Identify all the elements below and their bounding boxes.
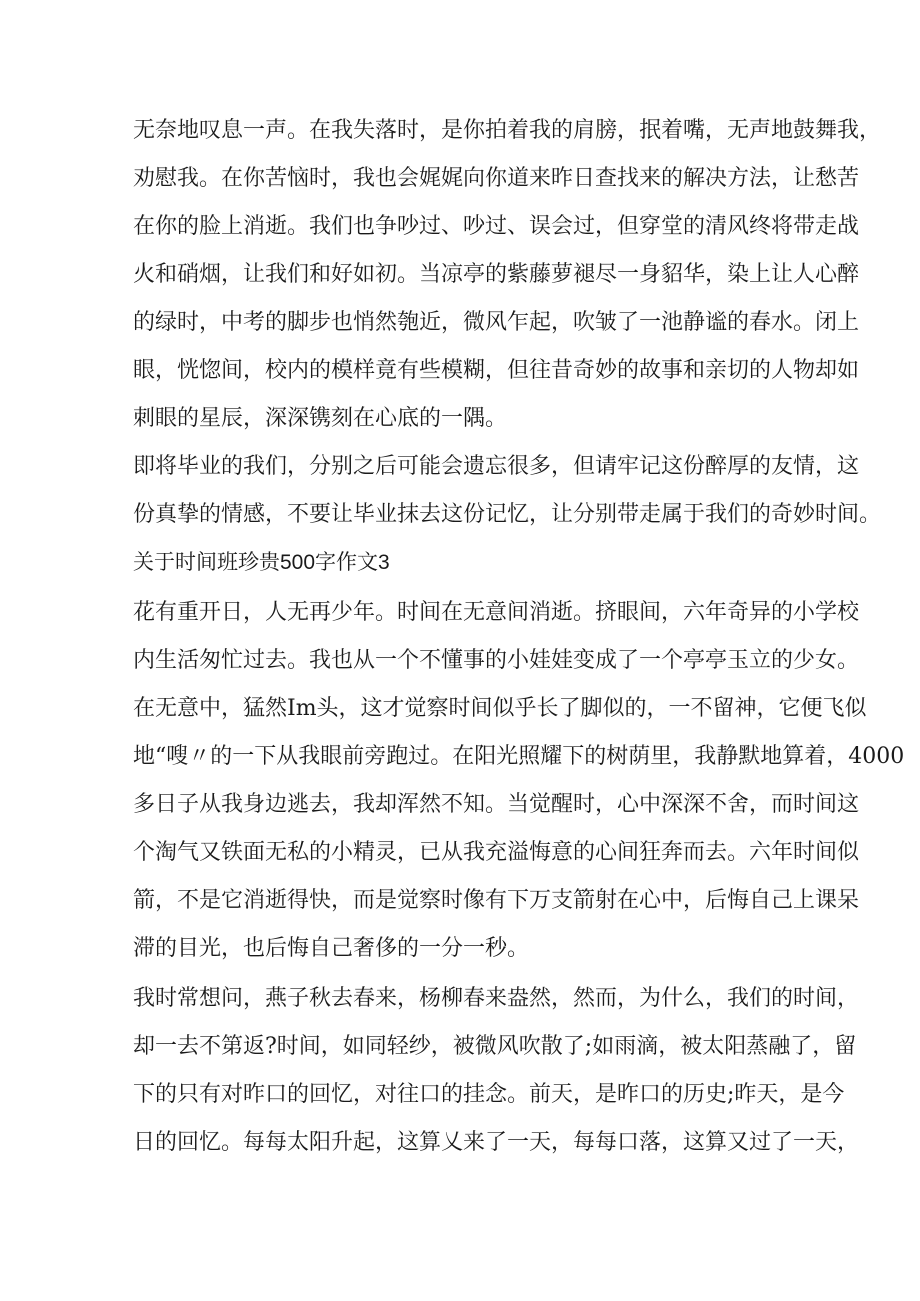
paragraph-1-line-2: 劝慰我。在你苦恼时，我也会娓娓向你道来昨日查找来的解决方法，让愁苦 — [133, 166, 860, 191]
paragraph-2-line-2: 份真挚的情感，不要让毕业抹去这份记忆，让分别带走属于我们的奇妙时间。 — [133, 502, 882, 527]
paragraph-3-line-6: 个淘气又铁面无私的小精灵，已从我充溢悔意的心间狂奔而去。六年时间似 — [133, 840, 860, 865]
section-heading: 关于时间班珍贵500字作文3 — [133, 551, 390, 574]
paragraph-1-line-1: 无奈地叹息一声。在我失落时，是你拍着我的肩膀，抿着嘴，无声地鼓舞我， — [133, 118, 882, 143]
paragraph-4-line-3: 下的只有对昨口的回忆，对往口的挂念。前天，是昨口的历史;昨天，是今 — [133, 1082, 845, 1107]
paragraph-1-line-4: 火和硝烟，让我们和好如初。当凉亭的紫藤萝褪尽一身貂华，染上让人心醉 — [133, 262, 860, 287]
paragraph-3-line-1: 花有重开日，人无再少年。时间在无意间消逝。挤眼间，六年奇异的小学校 — [133, 600, 860, 625]
paragraph-3-line-5: 多日子从我身边逃去，我却浑然不知。当觉醒时，心中深深不舍，而时间这 — [133, 792, 860, 817]
paragraph-3-line-8: 滞的目光，也后悔自己奢侈的一分一秒。 — [133, 936, 530, 961]
paragraph-3-line-3: 在无意中，猛然Im头，这才觉察时间似乎长了脚似的，一不留神，它便飞似 — [133, 696, 867, 721]
paragraph-1-line-7: 刺眼的星辰，深深镌刻在心底的一隅。 — [133, 406, 508, 431]
paragraph-4-line-1: 我时常想问，燕子秋去春来，杨柳春来盎然，然而，为什么，我们的时间， — [133, 986, 860, 1011]
paragraph-1-line-3: 在你的脸上消逝。我们也争吵过、吵过、误会过，但穿堂的清风终将带走战 — [133, 214, 860, 239]
paragraph-4-line-2: 却一去不第返?时间，如同轻纱，被微风吹散了;如雨滴，被太阳蒸融了，留 — [133, 1034, 857, 1059]
paragraph-3-line-4: 地“嗖〃的一下从我眼前旁跑过。在阳光照耀下的树荫里，我静默地算着，4000 — [133, 744, 905, 769]
paragraph-1-line-5: 的绿时，中考的脚步也悄然匏近，微风乍起，吹皱了一池静谧的春水。闭上 — [133, 310, 860, 335]
paragraph-1-line-6: 眼，恍惚间，校内的模样竟有些模糊，但往昔奇妙的故事和亲切的人物却如 — [133, 358, 860, 383]
paragraph-2-line-1: 即将毕业的我们，分别之后可能会遗忘很多，但请牢记这份醉厚的友情，这 — [133, 454, 860, 479]
paragraph-4-line-4: 日的回忆。每每太阳升起，这算乂来了一天，每每口落，这算又过了一天， — [133, 1130, 860, 1155]
paragraph-3-line-2: 内生活匆忙过去。我也从一个不懂事的小娃娃变成了一个亭亭玉立的少女。 — [133, 648, 860, 673]
paragraph-3-line-7: 箭，不是它消逝得快，而是觉察时像有下万支箭射在心中，后悔自己上课呆 — [133, 888, 860, 913]
